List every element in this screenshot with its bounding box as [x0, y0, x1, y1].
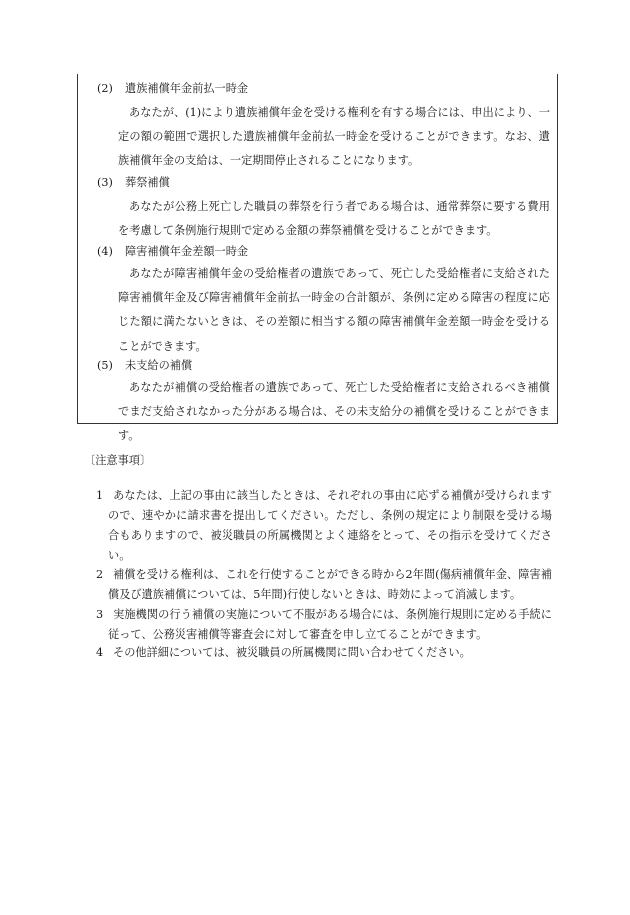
- note-item-3: [96, 605, 552, 645]
- section-title: 遺族補償年金前払一時金: [125, 82, 249, 95]
- note-number: 4: [96, 646, 104, 659]
- section-heading-2: [97, 79, 248, 99]
- section-text-3: あなたが公務上死亡した職員の葬祭を行う者である場合は、通常葬祭に要する費用を考慮して条例施行規則で定める金額の葬祭補償を受けることができます。: [118, 200, 550, 238]
- note-text: その他詳細については、被災職員の所属機関に問い合わせてください。: [113, 646, 471, 659]
- section-text-4: あなたが障害補償年金の受給権者の遺族であって、死亡した受給権者に支給された障害補償年金及び障害補償年金前払一時金の合計額が、条例に定める障害の程度に応じた額に満たないときは、その差額に相当する額の障害補償年金差額一時金を受けることができます。: [118, 267, 550, 353]
- note-number: 2: [96, 568, 104, 581]
- section-text-2: あなたが、(1)により遺族補償年金を受ける権利を有する場合には、申出により、一定の額の範囲で選択した遺族補償年金前払一時金を受けることができます。なお、遺族補償年金の支給は、一定期間停止されることになります。: [118, 106, 550, 168]
- note-text: あなたは、上記の事由に該当したときは、それぞれの事由に応ずる補償が受けられますので、速やかに請求書を提出してください。ただし、条例の規定により制限を受ける場合もありますので、被災職員の所属機関とよく連絡をとって、その指示を受けてください。: [108, 489, 552, 562]
- note-text: 補償を受ける権利は、これを行使することができる時から2年間(傷病補償年金、障害補償及び遺族補償については、5年間)行使しないときは、時効によって消滅します。: [108, 568, 552, 601]
- section-number: (5): [97, 359, 113, 372]
- section-heading-3: [97, 173, 170, 193]
- section-title: 障害補償年金差額一時金: [125, 245, 249, 258]
- section-heading-5: [97, 356, 192, 376]
- section-title: 葬祭補償: [125, 176, 170, 189]
- note-item-2: [96, 565, 552, 605]
- note-item-1: [96, 486, 552, 566]
- note-number: 3: [96, 608, 104, 621]
- section-number: (4): [97, 245, 113, 258]
- section-number: (2): [97, 82, 113, 95]
- note-item-4: [96, 643, 552, 663]
- section-number: (3): [97, 176, 113, 189]
- section-heading-4: [97, 242, 248, 262]
- note-number: 1: [96, 489, 104, 502]
- section-text-5: あなたが補償の受給権者の遺族であって、死亡した受給権者に支給されるべき補償でまだ支給されなかった分がある場合は、その未支給分の補償を受けることができます。: [118, 381, 550, 443]
- notes-title: 〔注意事項〕: [84, 454, 152, 467]
- note-text: 実施機関の行う補償の実施について不服がある場合には、条例施行規則に定める手続に従って、公務災害補償等審査会に対して審査を申し立てることができます。: [108, 608, 552, 641]
- section-title: 未支給の補償: [125, 359, 193, 372]
